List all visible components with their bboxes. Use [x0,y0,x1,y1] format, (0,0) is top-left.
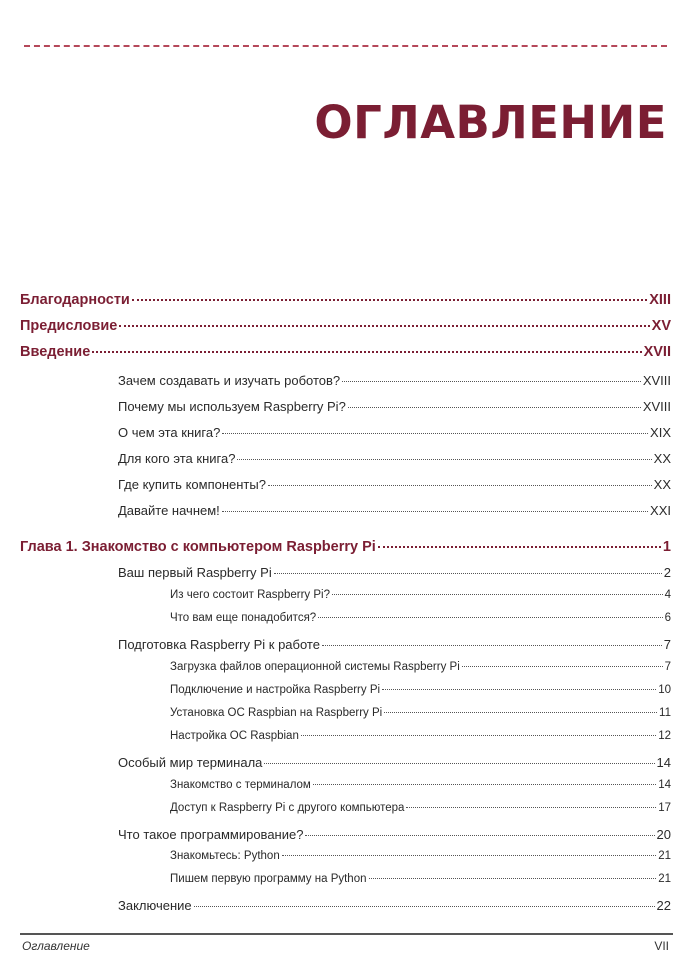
toc-entry-title: Установка ОС Raspbian на Raspberry Pi [170,707,383,719]
toc-entry[interactable] [170,873,671,885]
toc-entry-page: XVII [643,344,671,360]
toc-entry-title: Глава 1. Знакомство с компьютером Raspberry Pi [20,539,376,555]
toc-leader-dots [274,573,662,574]
toc-entry-title: Особый мир терминала [118,755,263,770]
toc-entry[interactable] [170,707,671,719]
toc-entry-title: Благодарности [20,292,130,308]
toc-entry-title: Почему мы используем Raspberry Pi? [118,399,346,414]
toc-leader-dots [264,763,654,764]
toc-entry-title: Давайте начнем! [118,503,220,518]
toc-entry-title: О чем эта книга? [118,425,221,440]
toc-leader-dots [348,407,641,408]
toc-entry-title: Предисловие [20,318,118,334]
toc-entry[interactable] [118,898,671,913]
toc-entry[interactable] [118,503,671,518]
toc-entry-page: 7 [663,637,671,652]
toc-leader-dots [301,735,656,736]
toc-leader-dots [132,299,647,301]
toc-entry[interactable] [170,612,671,624]
toc-entry[interactable] [170,684,671,696]
toc-entry[interactable] [20,539,671,555]
toc-leader-dots [382,689,656,690]
toc-entry-title: Знакомьтесь: Python [170,850,280,862]
toc-entry-page: 10 [658,684,671,696]
toc-entry-page: XX [653,451,671,466]
toc-leader-dots [282,855,656,856]
toc-entry[interactable] [20,318,671,334]
toc-leader-dots [462,666,663,667]
toc-entry-title: Загрузка файлов операционной системы Raspberry Pi [170,661,460,673]
toc-leader-dots [384,712,657,713]
toc-entry-title: Где купить компоненты? [118,477,266,492]
toc-entry-page: 1 [662,539,671,555]
toc-entry[interactable] [118,425,671,440]
toc-entry[interactable] [170,589,671,601]
toc-entry-page: XVIII [642,373,671,388]
toc-entry[interactable] [170,661,671,673]
toc-entry[interactable] [170,802,671,814]
toc-entry-title: Доступ к Raspberry Pi с другого компьютера [170,802,405,814]
toc-entry[interactable] [20,344,671,360]
toc-entry-page: 14 [656,755,671,770]
toc-leader-dots [268,485,652,486]
toc-entry[interactable] [118,637,671,652]
toc-leader-dots [119,325,649,327]
toc-entry-page: XV [651,318,671,334]
toc-entry[interactable] [118,399,671,414]
toc-entry-title: Пишем первую программу на Python [170,873,367,885]
toc-entry-title: Подготовка Raspberry Pi к работе [118,637,320,652]
toc-entry[interactable] [170,850,671,862]
toc-entry-page: 20 [656,827,671,842]
footer-divider [20,933,673,935]
toc-leader-dots [332,594,663,595]
top-dashed-divider [24,45,667,47]
page-title: ОГЛАВЛЕНИЕ [314,96,667,149]
toc-leader-dots [237,459,651,460]
toc-entry[interactable] [118,565,671,580]
toc-entry-title: Для кого эта книга? [118,451,236,466]
toc-entry[interactable] [20,292,671,308]
toc-entry-page: XIX [650,425,671,440]
toc-entry-page: XX [653,477,671,492]
toc-leader-dots [222,433,648,434]
toc-entry[interactable] [118,755,671,770]
toc-entry-title: Введение [20,344,91,360]
toc-entry[interactable] [170,730,671,742]
toc-entry-title: Знакомство с терминалом [170,779,311,791]
toc-leader-dots [194,906,655,907]
toc-leader-dots [222,511,648,512]
toc-entry-title: Что такое программирование? [118,827,304,842]
toc-entry-page: 4 [664,589,671,601]
toc-leader-dots [342,381,641,382]
toc-entry-page: 17 [658,802,671,814]
toc-entry-title: Подключение и настройка Raspberry Pi [170,684,381,696]
toc-leader-dots [92,351,641,353]
toc-entry-page: 12 [658,730,671,742]
toc-leader-dots [322,645,662,646]
toc-entry-title: Заключение [118,898,192,913]
toc-entry-page: 21 [658,850,671,862]
toc-leader-dots [369,878,657,879]
toc-entry-page: 6 [664,612,671,624]
toc-leader-dots [378,546,661,548]
toc-entry-title: Из чего состоит Raspberry Pi? [170,589,330,601]
toc-leader-dots [318,617,662,618]
toc-entry-title: Что вам еще понадобится? [170,612,317,624]
toc-entry[interactable] [118,451,671,466]
toc-entry[interactable] [170,779,671,791]
toc-entry-page: 2 [663,565,671,580]
toc-entry[interactable] [118,373,671,388]
toc-entry-page: 14 [658,779,671,791]
footer-page-number: VII [654,939,669,953]
toc-entry-title: Ваш первый Raspberry Pi [118,565,272,580]
toc-leader-dots [313,784,656,785]
toc-leader-dots [406,807,656,808]
toc-leader-dots [305,835,654,836]
toc-entry-page: XIII [649,292,671,308]
toc-entry[interactable] [118,827,671,842]
footer-section-title: Оглавление [22,939,90,953]
toc-entry-page: XXI [650,503,671,518]
toc-entry-page: XVIII [642,399,671,414]
toc-entry-page: 11 [659,707,671,719]
toc-entry-title: Зачем создавать и изучать роботов? [118,373,341,388]
toc-entry-page: 21 [658,873,671,885]
toc-entry-page: 7 [664,661,671,673]
toc-entry-title: Настройка ОС Raspbian [170,730,299,742]
toc-entry-page: 22 [656,898,671,913]
toc-entry[interactable] [118,477,671,492]
